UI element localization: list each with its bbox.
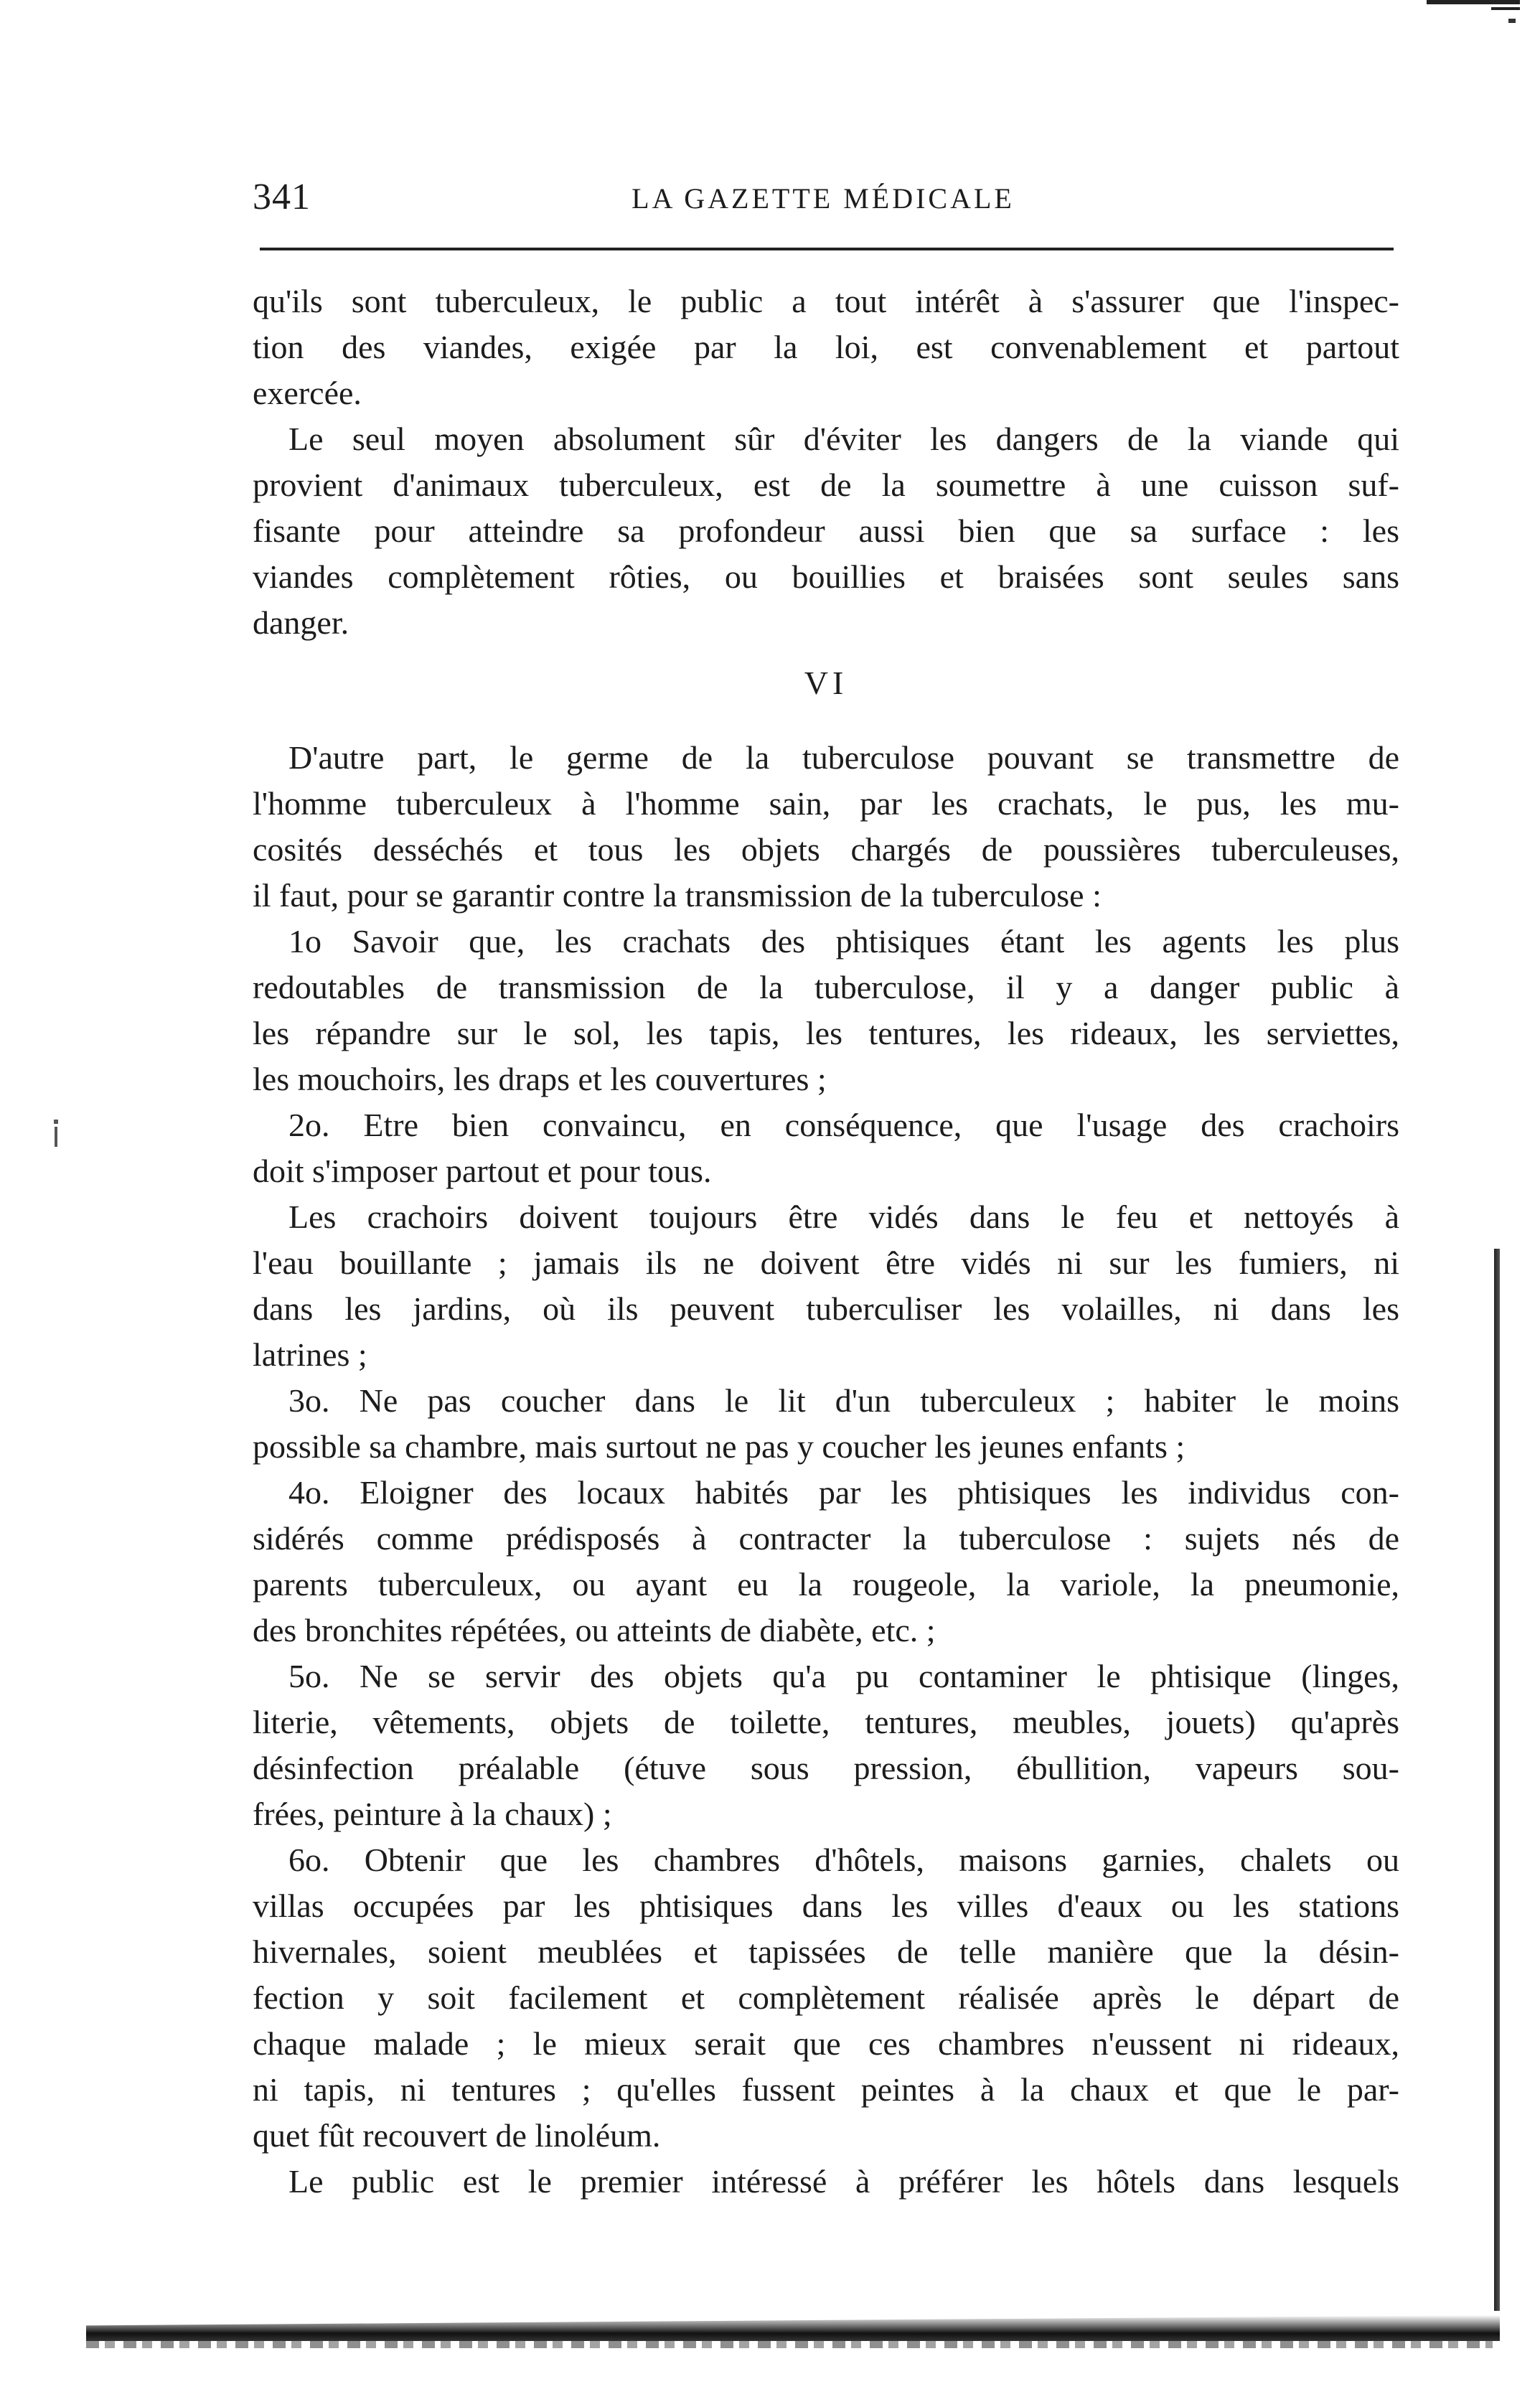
text-line: des bronchites répétées, ou atteints de diabète, etc. ; [253,1612,936,1648]
text-line: 3o. Ne pas coucher dans le lit d'un tuberculeux ; habiter le moins [288,1382,1399,1419]
scan-corner-tick [1508,19,1516,23]
scan-corner-mark [1427,0,1520,10]
text-line: fisante pour atteindre sa profondeur aussi bien que sa surface : les [253,512,1399,549]
text-line: l'eau bouillante ; jamais ils ne doivent être vidés ni sur les fumiers, ni [253,1244,1399,1281]
text-line: il faut, pour se garantir contre la transmission de la tuberculose : [253,877,1102,914]
text-line: Le seul moyen absolument sûr d'éviter les dangers de la viande qui [288,421,1399,457]
text-line: possible sa chambre, mais surtout ne pas y coucher les jeunes enfants ; [253,1428,1185,1465]
margin-mark [54,1120,58,1124]
scan-right-edge [1494,1249,1500,2311]
text-line: qu'ils sont tuberculeux, le public a tout intérêt à s'assurer que l'inspec- [253,283,1399,319]
margin-mark-stroke [55,1127,57,1147]
text-block-before-section [253,278,1399,646]
text-line: 1o Savoir que, les crachats des phtisiques étant les agents les plus [288,923,1399,960]
text-line: provient d'animaux tuberculeux, est de la soumettre à une cuisson suf- [253,466,1399,503]
text-line: chaque malade ; le mieux serait que ces chambres n'eussent ni rideaux, [253,2025,1399,2062]
text-line: Les crachoirs doivent toujours être vidés dans le feu et nettoyés à [288,1198,1399,1235]
text-line: quet fût recouvert de linoléum. [253,2117,661,2154]
text-line: exercée. [253,375,362,411]
text-line: tion des viandes, exigée par la loi, est convenablement et partout [253,329,1399,365]
text-line: 6o. Obtenir que les chambres d'hôtels, maisons garnies, chalets ou [288,1842,1399,1878]
header-rule [260,248,1394,250]
text-line: D'autre part, le germe de la tuberculose pouvant se transmettre de [288,739,1399,776]
text-line: literie, vêtements, objets de toilette, tentures, meubles, jouets) qu'après [253,1704,1399,1740]
text-line: cosités desséchés et tous les objets chargés de poussières tuberculeuses, [253,831,1399,868]
scan-bottom-noise [86,2341,1493,2348]
text-line: doit s'imposer partout et pour tous. [253,1153,712,1189]
text-line: frées, peinture à la chaux) ; [253,1796,612,1832]
text-line: 4o. Eloigner des locaux habités par les phtisiques les individus con- [288,1474,1399,1511]
text-line: Le public est le premier intéressé à préférer les hôtels dans lesquels [288,2163,1399,2200]
text-block-after-section [253,735,1399,2205]
text-line: fection y soit facilement et complètement réalisée après le départ de [253,1979,1399,2016]
page-number: 341 [253,177,311,217]
text-line: ni tapis, ni tentures ; qu'elles fussent peintes à la chaux et que le par- [253,2071,1399,2108]
body-text [253,278,1399,2205]
scan-bottom-edge [86,2315,1500,2341]
text-line: les mouchoirs, les draps et les couvertures ; [253,1061,827,1097]
running-head: LA GAZETTE MÉDICALE [632,182,1015,215]
text-line: 2o. Etre bien convaincu, en conséquence, que l'usage des crachoirs [288,1107,1399,1143]
section-heading: VI [804,665,848,701]
text-line: redoutables de transmission de la tuberculose, il y a danger public à [253,969,1399,1005]
text-line: 5o. Ne se servir des objets qu'a pu contaminer le phtisique (linges, [288,1658,1399,1694]
text-line: désinfection préalable (étuve sous pression, ébullition, vapeurs sou- [253,1750,1399,1786]
text-line: hivernales, soient meublées et tapissées de telle manière que la désin- [253,1933,1399,1970]
text-line: les répandre sur le sol, les tapis, les tentures, les rideaux, les serviettes, [253,1015,1399,1051]
text-line: viandes complètement rôties, ou bouillies et braisées sont seules sans [253,558,1399,595]
text-line: danger. [253,604,349,641]
text-line: l'homme tuberculeux à l'homme sain, par les crachats, le pus, les mu- [253,785,1399,822]
text-line: sidérés comme prédisposés à contracter la tuberculose : sujets nés de [253,1520,1399,1557]
page-header [253,176,1394,226]
text-line: parents tuberculeux, ou ayant eu la rougeole, la variole, la pneumonie, [253,1566,1399,1603]
text-line: villas occupées par les phtisiques dans les villes d'eaux ou les stations [253,1887,1399,1924]
text-line: latrines ; [253,1336,367,1373]
text-line: dans les jardins, où ils peuvent tuberculiser les volailles, ni dans les [253,1290,1399,1327]
